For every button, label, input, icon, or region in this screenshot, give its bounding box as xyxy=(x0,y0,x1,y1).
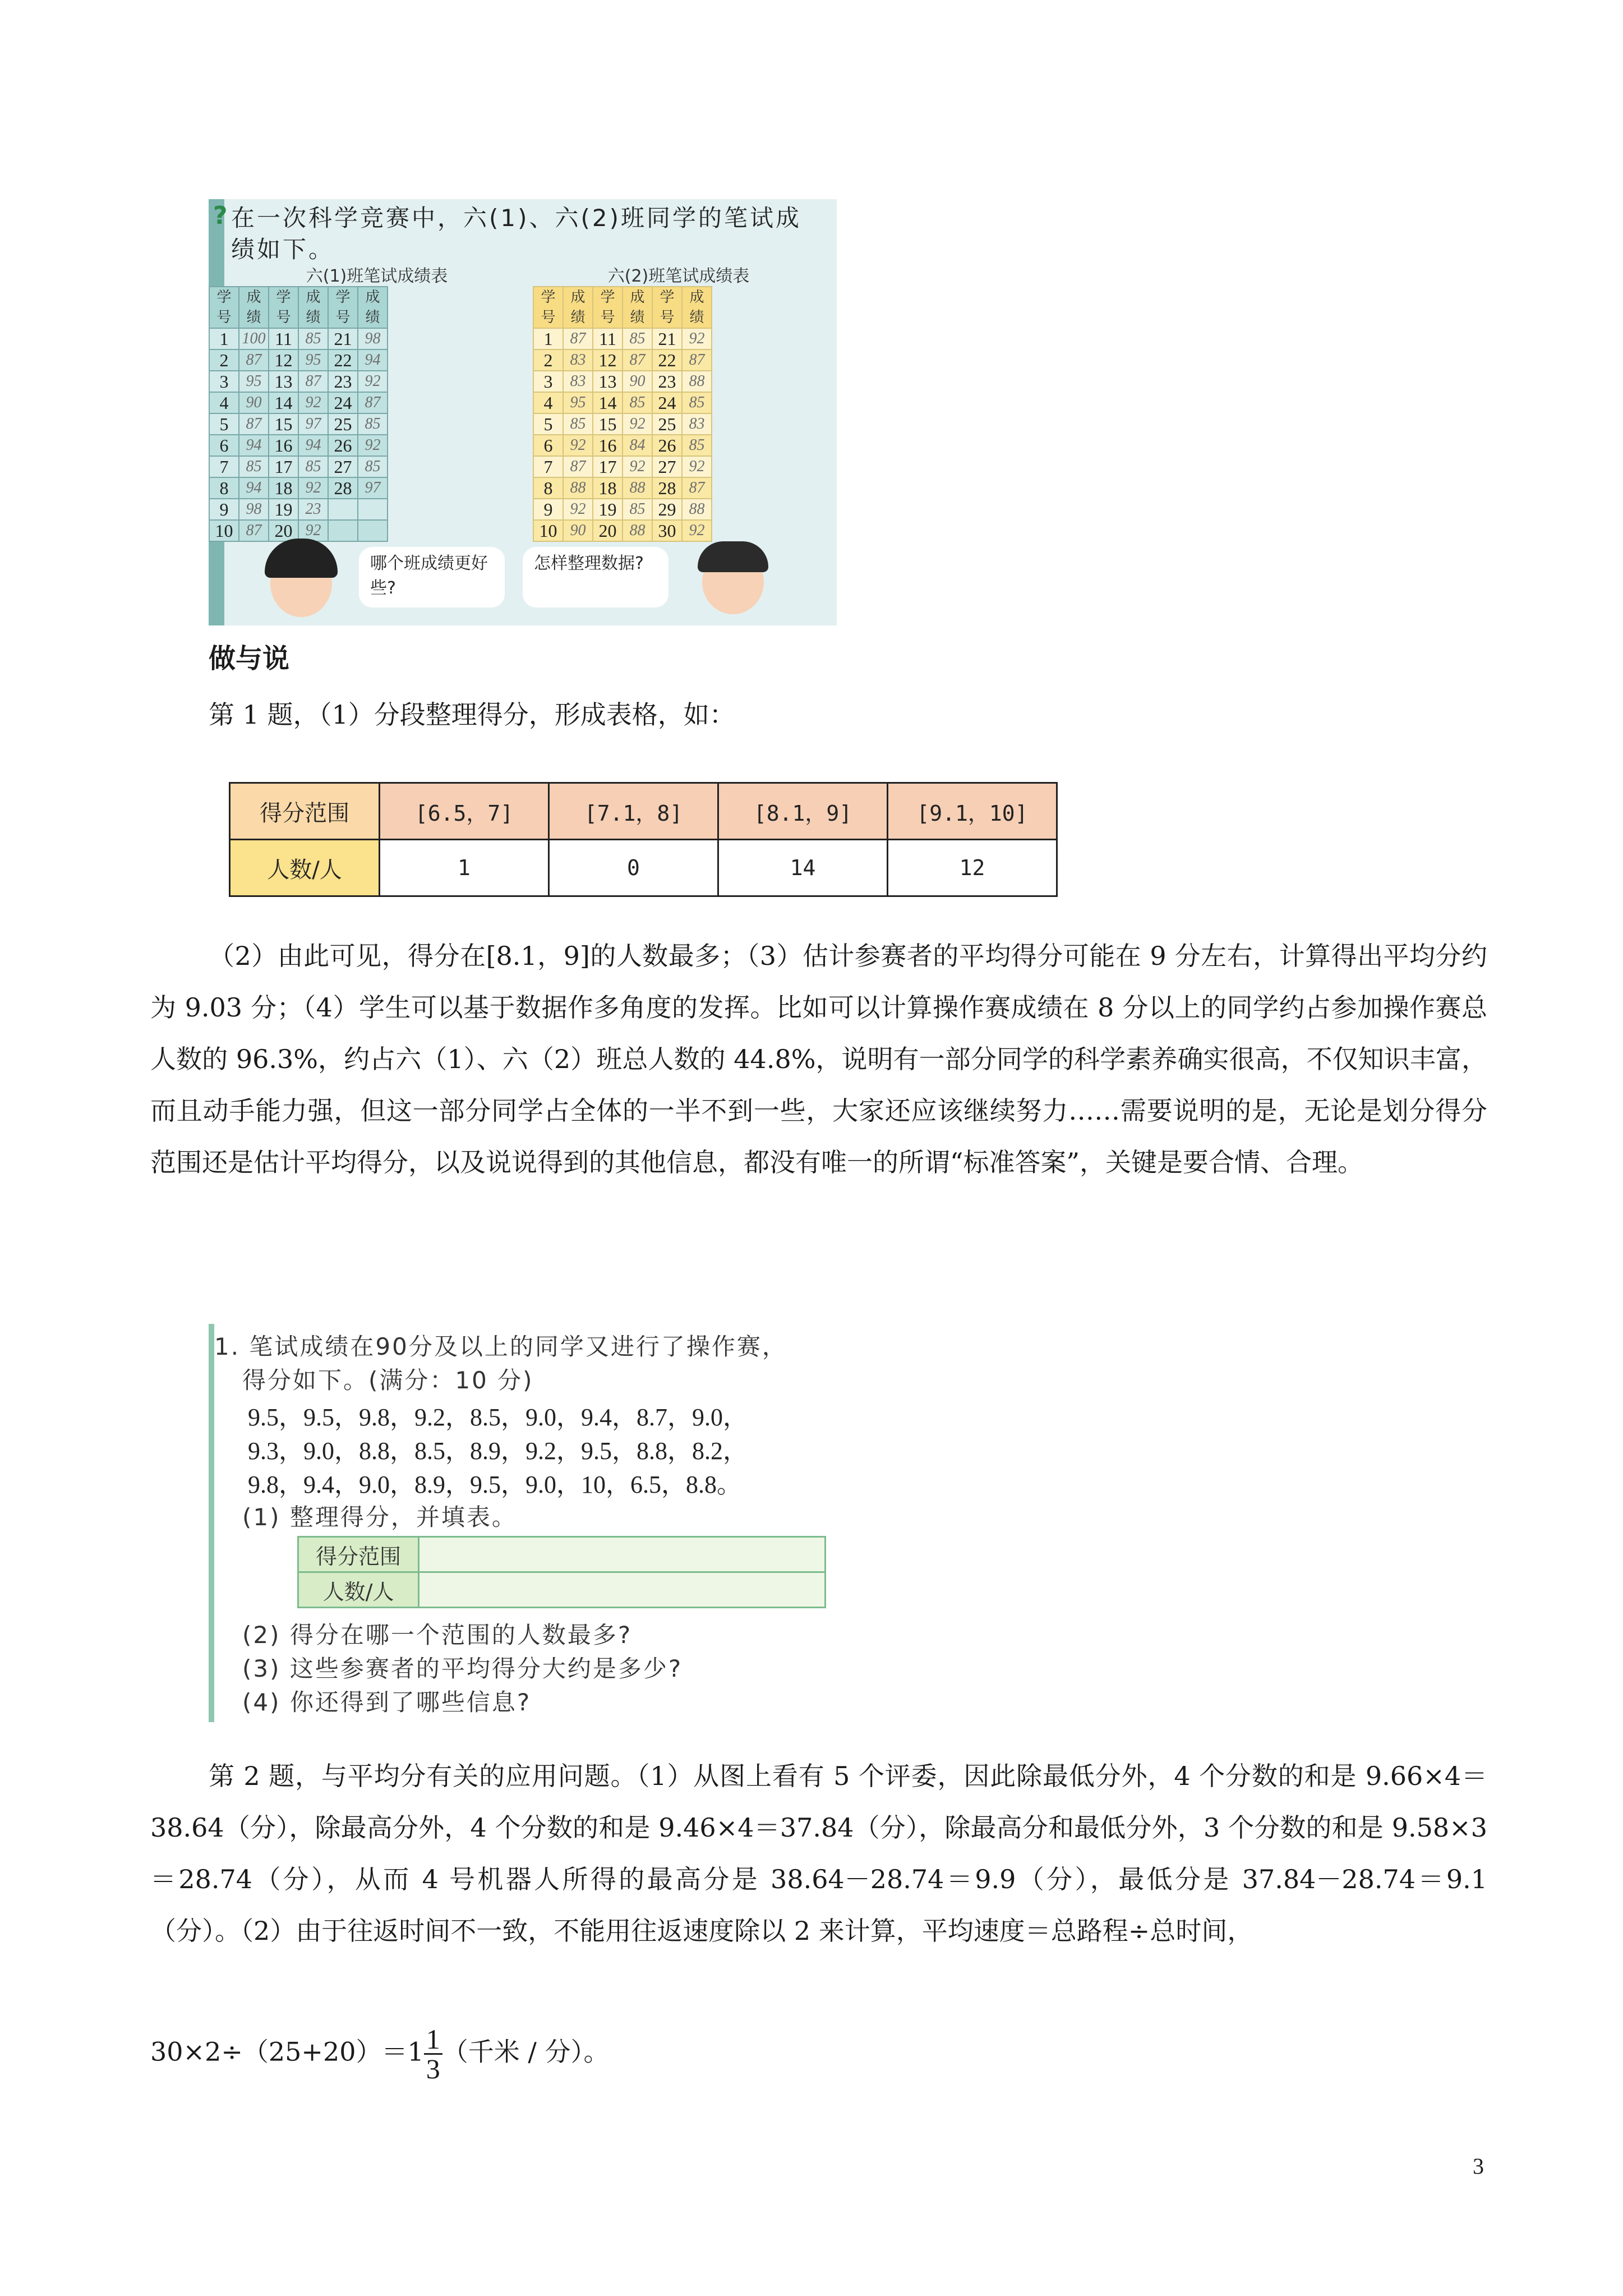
count-cell: 12 xyxy=(888,840,1057,896)
score-cell: 92 xyxy=(682,520,712,541)
student-id-cell: 26 xyxy=(652,435,682,456)
score-cell: 87 xyxy=(563,328,593,349)
student-id-cell: 28 xyxy=(652,477,682,499)
student-id-cell: 4 xyxy=(209,392,239,413)
student-id-cell: 18 xyxy=(269,477,298,499)
score-cell: 100 xyxy=(239,328,269,349)
score-cell: 85 xyxy=(682,392,712,413)
table-row xyxy=(533,477,712,499)
table-row xyxy=(533,499,712,520)
score-cell: 92 xyxy=(358,371,388,392)
student-id-cell: 29 xyxy=(652,499,682,520)
score-cell: 95 xyxy=(298,349,328,371)
score-cell: 85 xyxy=(623,392,652,413)
question-mark-icon: ? xyxy=(213,201,228,230)
student-id-cell: 11 xyxy=(269,328,298,349)
range-cell: [9.1，10] xyxy=(888,783,1057,840)
fill-row-label: 人数/人 xyxy=(298,1572,419,1608)
student-id-cell: 28 xyxy=(328,477,358,499)
score-cell: 95 xyxy=(239,371,269,392)
score-cell: 88 xyxy=(623,477,652,499)
student-id-cell: 4 xyxy=(533,392,563,413)
score-cell: 85 xyxy=(239,456,269,477)
score-cell: 87 xyxy=(563,456,593,477)
score-cell: 95 xyxy=(563,392,593,413)
student-id-cell: 3 xyxy=(209,371,239,392)
col-header-id: 学号 xyxy=(652,287,682,328)
score-cell: 97 xyxy=(298,413,328,435)
student-id-cell: 17 xyxy=(593,456,623,477)
score-cell: 92 xyxy=(682,328,712,349)
table-header-row xyxy=(209,287,388,328)
student-id-cell: 19 xyxy=(593,499,623,520)
student-id-cell: 23 xyxy=(328,371,358,392)
score-cell: 85 xyxy=(298,328,328,349)
student-id-cell: 8 xyxy=(533,477,563,499)
score-cell: 87 xyxy=(239,413,269,435)
table-row xyxy=(209,392,388,413)
score-cell: 97 xyxy=(358,477,388,499)
score-cell: 92 xyxy=(563,435,593,456)
image-left-bar xyxy=(209,1324,214,1722)
student-id-cell: 16 xyxy=(593,435,623,456)
score-cell: 85 xyxy=(358,413,388,435)
student-id-cell: 11 xyxy=(593,328,623,349)
fill-empty-cell xyxy=(419,1537,826,1572)
table-row xyxy=(209,456,388,477)
student-id-cell: 7 xyxy=(533,456,563,477)
exercise-line-1: 1. 笔试成绩在90分及以上的同学又进行了操作赛， xyxy=(214,1333,787,1360)
table-row xyxy=(533,435,712,456)
table-row xyxy=(533,392,712,413)
range-row-label: 得分范围 xyxy=(230,783,380,840)
score-cell: 84 xyxy=(623,435,652,456)
col-header-score: 成绩 xyxy=(682,287,712,328)
table-row xyxy=(533,520,712,541)
speech-bubble-left: 哪个班成绩更好些? xyxy=(359,547,505,608)
score-cell: 94 xyxy=(239,435,269,456)
col-header-score: 成绩 xyxy=(358,287,388,328)
score-cell: 88 xyxy=(623,520,652,541)
explanation-paragraph-2: 第 2 题，与平均分有关的应用问题。（1）从图上看有 5 个评委，因此除最低分外，4 个分数的和是 9.66×4＝38.64（分），除最高分外，4 个分数的和是 9.46×4＝37.84（分），除最高分和最低分外，3 个分数的和是 9.58×3＝28.74（分），从而 4 号机器人所得的最高分是 38.64－28.74＝9.9（分），最低分是 37.84－28.74＝9.1（分）。（2）由于往返时间不一致，不能用往返速度除以 2 来计算，平均速度＝总路程÷总时间， xyxy=(150,1761,1487,1946)
count-cell: 14 xyxy=(718,840,888,896)
col-header-score: 成绩 xyxy=(623,287,652,328)
table-row xyxy=(209,328,388,349)
exercise-question-3: (3) 这些参赛者的平均得分大约是多少? xyxy=(242,1655,683,1682)
table-row xyxy=(533,371,712,392)
table-row xyxy=(209,499,388,520)
score-cell: 87 xyxy=(682,477,712,499)
score-cell: 90 xyxy=(563,520,593,541)
table-row xyxy=(209,371,388,392)
range-cell: [8.1，9] xyxy=(718,783,888,840)
student-id-cell: 24 xyxy=(328,392,358,413)
fraction-denominator: 3 xyxy=(426,2053,440,2085)
score-cell: 98 xyxy=(358,328,388,349)
student-id-cell: 24 xyxy=(652,392,682,413)
score-cell: 92 xyxy=(298,477,328,499)
score-cell: 87 xyxy=(358,392,388,413)
section-heading: 做与说 xyxy=(209,643,290,674)
score-cell: 92 xyxy=(358,435,388,456)
student-id-cell: 21 xyxy=(328,328,358,349)
student-id-cell: 25 xyxy=(328,413,358,435)
score-cell: 92 xyxy=(298,392,328,413)
student-id-cell: 12 xyxy=(593,349,623,371)
speech-bubble-right: 怎样整理数据? xyxy=(523,547,668,608)
score-cell: 88 xyxy=(563,477,593,499)
exercise-question-4: (4) 你还得到了哪些信息? xyxy=(242,1688,532,1716)
score-cell: 88 xyxy=(682,499,712,520)
col-header-id: 学号 xyxy=(593,287,623,328)
student-id-cell: 27 xyxy=(652,456,682,477)
score-cell: 92 xyxy=(623,413,652,435)
student-id-cell: 7 xyxy=(209,456,239,477)
col-header-id: 学号 xyxy=(328,287,358,328)
table-row xyxy=(209,413,388,435)
student-id-cell: 16 xyxy=(269,435,298,456)
student-id-cell xyxy=(328,499,358,520)
score-cell: 85 xyxy=(623,328,652,349)
score-cell: 83 xyxy=(563,371,593,392)
table-row xyxy=(209,435,388,456)
student-id-cell: 17 xyxy=(269,456,298,477)
col-header-score: 成绩 xyxy=(239,287,269,328)
score-cell xyxy=(358,520,388,541)
student-id-cell: 12 xyxy=(269,349,298,371)
exercise-line-2: 得分如下。(满分：10 分) xyxy=(242,1366,534,1394)
exercise-question-1: (1) 整理得分，并填表。 xyxy=(242,1503,517,1531)
score-cell: 87 xyxy=(682,349,712,371)
formula-prefix: 30×2÷（25+20）＝1 xyxy=(150,2036,424,2067)
score-cell: 94 xyxy=(239,477,269,499)
exercise-question-2: (2) 得分在哪一个范围的人数最多? xyxy=(242,1621,633,1649)
score-cell: 23 xyxy=(298,499,328,520)
student-id-cell: 20 xyxy=(269,520,298,541)
student-id-cell: 9 xyxy=(533,499,563,520)
score-cell: 87 xyxy=(298,371,328,392)
student-id-cell: 27 xyxy=(328,456,358,477)
score-cell: 92 xyxy=(298,520,328,541)
table2-caption: 六(2)班笔试成绩表 xyxy=(607,266,750,286)
student-id-cell: 14 xyxy=(269,392,298,413)
student-id-cell: 13 xyxy=(593,371,623,392)
exercise-scores-1: 9.5，9.5，9.8，9.2，8.5，9.0，9.4，8.7，9.0， xyxy=(248,1404,748,1431)
col-header-score: 成绩 xyxy=(298,287,328,328)
student-id-cell: 2 xyxy=(533,349,563,371)
student-id-cell: 2 xyxy=(209,349,239,371)
intro-text: 第 1 题，（1）分段整理得分，形成表格，如： xyxy=(209,700,735,730)
score-cell: 85 xyxy=(682,435,712,456)
student-id-cell: 19 xyxy=(269,499,298,520)
class1-score-table xyxy=(209,286,388,542)
fill-empty-cell xyxy=(419,1572,826,1608)
student-id-cell: 21 xyxy=(652,328,682,349)
student-id-cell: 6 xyxy=(209,435,239,456)
student-id-cell: 1 xyxy=(533,328,563,349)
count-cell: 0 xyxy=(549,840,718,896)
table-row xyxy=(209,477,388,499)
score-cell: 83 xyxy=(682,413,712,435)
table1-caption: 六(1)班笔试成绩表 xyxy=(306,266,448,286)
range-cell: [7.1，8] xyxy=(549,783,718,840)
col-header-id: 学号 xyxy=(269,287,298,328)
formula-suffix: （千米 / 分）。 xyxy=(442,2036,610,2067)
score-cell: 92 xyxy=(563,499,593,520)
score-cell: 94 xyxy=(358,349,388,371)
exercise-fill-table xyxy=(297,1536,826,1608)
score-cell: 85 xyxy=(563,413,593,435)
formula-line xyxy=(150,2025,1487,2083)
score-cell: 90 xyxy=(239,392,269,413)
student-id-cell: 18 xyxy=(593,477,623,499)
girl-hair xyxy=(265,539,338,578)
student-id-cell: 22 xyxy=(652,349,682,371)
score-cell: 88 xyxy=(682,371,712,392)
page-number: 3 xyxy=(1473,2154,1484,2179)
student-id-cell: 5 xyxy=(533,413,563,435)
exercise-scores-2: 9.3，9.0，8.8，8.5，8.9，9.2，9.5，8.8，8.2， xyxy=(248,1437,748,1465)
student-id-cell: 15 xyxy=(593,413,623,435)
score-cell: 85 xyxy=(623,499,652,520)
table-row xyxy=(533,456,712,477)
student-id-cell: 30 xyxy=(652,520,682,541)
student-id-cell: 15 xyxy=(269,413,298,435)
score-cell: 87 xyxy=(239,520,269,541)
student-id-cell: 20 xyxy=(593,520,623,541)
student-id-cell: 13 xyxy=(269,371,298,392)
student-id-cell: 1 xyxy=(209,328,239,349)
student-id-cell: 10 xyxy=(533,520,563,541)
fill-row-label: 得分范围 xyxy=(298,1537,419,1572)
textbook-image-exercise xyxy=(209,1324,846,1722)
exercise-scores-3: 9.8，9.4，9.0，8.9，9.5，9.0，10，6.5，8.8。 xyxy=(248,1471,741,1498)
student-id-cell: 9 xyxy=(209,499,239,520)
textbook-prompt: 在一次科学竞赛中，六(1)、六(2)班同学的笔试成绩如下。 xyxy=(231,204,801,263)
student-id-cell: 8 xyxy=(209,477,239,499)
score-cell: 87 xyxy=(239,349,269,371)
score-cell: 98 xyxy=(239,499,269,520)
student-id-cell: 23 xyxy=(652,371,682,392)
count-row-label: 人数/人 xyxy=(230,840,380,896)
student-id-cell: 3 xyxy=(533,371,563,392)
col-header-id: 学号 xyxy=(533,287,563,328)
score-cell: 92 xyxy=(623,456,652,477)
textbook-image-score-tables xyxy=(209,199,837,625)
score-cell: 94 xyxy=(298,435,328,456)
student-id-cell: 10 xyxy=(209,520,239,541)
table-row xyxy=(533,349,712,371)
score-cell: 90 xyxy=(623,371,652,392)
fraction-numerator: 1 xyxy=(424,2025,442,2055)
count-cell: 1 xyxy=(380,840,549,896)
student-id-cell: 14 xyxy=(593,392,623,413)
formula-fraction xyxy=(424,2025,442,2083)
class2-score-table xyxy=(533,286,712,542)
explanation-paragraph-1: （2）由此可见，得分在[8.1，9]的人数最多；（3）估计参赛者的平均得分可能在 9 分左右，计算得出平均分约为 9.03 分；（4）学生可以基于数据作多角度的发挥。比如可以计算操作赛成绩在 8 分以上的同学约占参加操作赛总人数的 96.3%，约占六（1）、六（2）班总人数的 44.8%，说明有一部分同学的科学素养确实很高，不仅知识丰富，而且动手能力强，但这一部分同学占全体的一半不到一些，大家还应该继续努力……需要说明的是，无论是划分得分范围还是估计平均得分，以及说说得到的其他信息，都没有唯一的所谓“标准答案”，关键是要合情、合理。 xyxy=(150,941,1487,1177)
boy-hair xyxy=(698,541,768,572)
col-header-id: 学号 xyxy=(209,287,239,328)
student-id-cell xyxy=(328,520,358,541)
score-cell: 92 xyxy=(682,456,712,477)
table-row xyxy=(533,413,712,435)
score-cell: 87 xyxy=(623,349,652,371)
student-id-cell: 5 xyxy=(209,413,239,435)
col-header-score: 成绩 xyxy=(563,287,593,328)
student-id-cell: 25 xyxy=(652,413,682,435)
table-row xyxy=(209,349,388,371)
range-cell: [6.5，7] xyxy=(380,783,549,840)
score-cell: 83 xyxy=(563,349,593,371)
score-cell xyxy=(358,499,388,520)
student-id-cell: 6 xyxy=(533,435,563,456)
table-row xyxy=(533,328,712,349)
student-id-cell: 26 xyxy=(328,435,358,456)
table-header-row xyxy=(533,287,712,328)
student-id-cell: 22 xyxy=(328,349,358,371)
score-cell: 85 xyxy=(358,456,388,477)
score-range-table xyxy=(229,782,1058,897)
score-cell: 85 xyxy=(298,456,328,477)
